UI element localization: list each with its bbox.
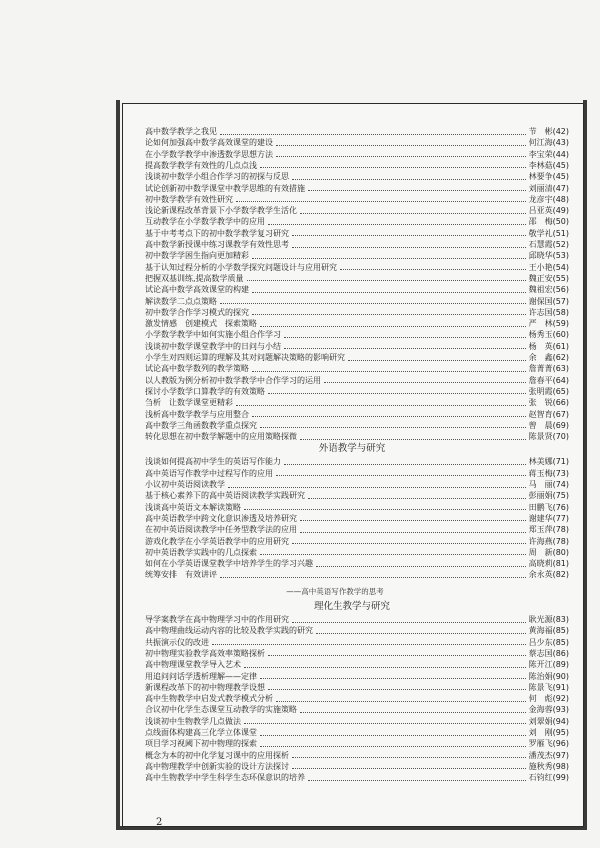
dot-leader: [244, 718, 526, 724]
entry-author: 余 鑫: [528, 353, 553, 362]
entry-page: (77): [552, 513, 569, 523]
dot-leader: [236, 400, 526, 406]
entry-page: (99): [552, 773, 569, 783]
entry-page: (86): [552, 648, 569, 658]
entry-page: (62): [552, 353, 569, 362]
entry-author: 陈景飞: [528, 682, 553, 692]
entry-page: (56): [552, 285, 569, 295]
toc-entry: [145, 228, 569, 239]
entry-title: 提高数学教学有效性的几点点浅: [145, 160, 257, 170]
dot-leader: [292, 242, 526, 248]
entry-author: 刘 刚: [528, 728, 553, 737]
dot-leader: [316, 628, 526, 634]
entry-page: (42): [552, 127, 569, 136]
entry-page: (55): [552, 273, 569, 283]
entry-title: 高中生物教学中学生科学生态环保意识的培养: [145, 773, 305, 783]
dot-leader: [300, 434, 526, 440]
entry-page: (90): [552, 671, 569, 681]
dot-leader: [292, 230, 526, 236]
entry-page: (59): [552, 319, 569, 329]
entry-author: 金海蓉: [528, 705, 553, 715]
entry-page: (85): [552, 637, 569, 647]
entry-page: (92): [552, 694, 569, 704]
entry-page: (52): [552, 240, 569, 249]
toc-entry: [145, 479, 569, 490]
entry-author: 蔡志国: [528, 648, 553, 658]
entry-title: 浅论新课程改革背景下小学数学教学生活化: [145, 206, 297, 216]
toc-entry: [145, 468, 569, 479]
toc-entry: [145, 659, 569, 670]
entry-page: (67): [552, 409, 569, 419]
entry-page: (73): [552, 468, 569, 478]
toc-entry: [145, 149, 569, 160]
entry-author: 何江海: [528, 138, 553, 148]
entry-page: (83): [552, 615, 569, 624]
entry-author: 耿光源: [528, 615, 553, 624]
entry-title: 合议初中化学生态课堂互动教学的实施策略: [145, 705, 297, 715]
entry-title: 高中英语写作教学中过程写作的应用: [145, 468, 273, 478]
entry-author: 施秋秀: [528, 761, 553, 771]
entry-title: 基于核心素养下的高中英语阅读教学实践研究: [145, 491, 305, 501]
entry-page: (51): [552, 228, 569, 238]
entry-title: 基于中考考点下的初中数学教学复习研究: [145, 228, 289, 238]
entry-title: 小学数学教学中如何实施小组合作学习: [145, 330, 281, 340]
dot-leader: [268, 650, 526, 656]
toc-entry: [145, 671, 569, 682]
toc-entry: [145, 341, 569, 352]
toc-entry: [145, 183, 569, 194]
entry-page: (82): [552, 570, 569, 580]
dot-leader: [220, 129, 526, 135]
entry-title: 高中物理教学中创新实验的设计方法探讨: [145, 761, 289, 771]
entry-author: 詹菁菁: [528, 364, 553, 374]
dot-leader: [260, 321, 526, 327]
section-note: ——高中英语写作教学的思考: [286, 587, 384, 596]
entry-author: 何 彪: [528, 694, 553, 704]
entry-page: (63): [552, 364, 569, 374]
dot-leader: [252, 287, 526, 293]
toc-entry: [145, 216, 569, 227]
dot-leader: [276, 696, 526, 702]
entry-title: 浅析高中数学教学与应用整合: [145, 409, 249, 419]
frame-shadow-left: [116, 100, 120, 830]
toc-entry: [145, 160, 569, 171]
entry-title: 高中物理曲线运动内容的比较及教学实践的研究: [145, 626, 313, 636]
dot-leader: [252, 366, 526, 372]
entry-title: 探讨小学数学口算教学的有效策略: [145, 386, 265, 396]
entry-page: (85): [552, 626, 569, 636]
dot-leader: [276, 151, 526, 157]
entry-page: (65): [552, 386, 569, 396]
toc-entry: [145, 375, 569, 386]
toc-entry: [145, 318, 569, 329]
entry-page: (47): [552, 183, 569, 193]
entry-page: (70): [552, 432, 569, 442]
toc-entry: [145, 614, 569, 625]
entry-page: (61): [552, 341, 569, 351]
dot-leader: [284, 343, 526, 349]
entry-title: 浅谈如何提高初中学生的英语写作能力: [145, 457, 281, 467]
entry-title: 初中数学学困生指向更加精彩: [145, 251, 249, 261]
entry-page: (89): [552, 660, 569, 670]
toc-entry: [145, 329, 569, 340]
entry-title: 论如何加强高中数学高效课堂的建设: [145, 138, 273, 148]
entry-title: 共振演示仪的改进: [145, 637, 209, 647]
entry-page: (64): [552, 375, 569, 385]
entry-title: 转化思想在初中数学解题中的应用策略探微: [145, 432, 297, 442]
entry-page: (57): [552, 296, 569, 306]
dot-leader: [300, 208, 526, 214]
toc-entry: [145, 648, 569, 659]
toc-entry: [145, 738, 569, 749]
entry-author: 蒋玉梅: [528, 468, 553, 478]
toc-entry: [145, 772, 569, 783]
entry-title: 初中数学合作学习模式的探究: [145, 307, 249, 317]
entry-title: 高中数学教学之我见: [145, 127, 217, 136]
entry-title: 解读数学二点点策略: [145, 296, 217, 306]
entry-page: (44): [552, 149, 569, 159]
entry-title: 浅谈高中英语文本解读策略: [145, 502, 241, 512]
entry-author: 吕少东: [528, 637, 553, 647]
entry-page: (45): [552, 160, 569, 170]
entry-title: 游戏化教学在小学英语教学中的应用研究: [145, 536, 289, 546]
entry-page: (96): [552, 739, 569, 749]
toc-entry: [145, 205, 569, 216]
entry-author: 刘翠娟: [528, 716, 553, 726]
entry-page: (50): [552, 217, 569, 227]
entry-title: 小议初中英语阅读教学: [145, 480, 225, 489]
dot-leader: [268, 388, 526, 394]
entry-page: (98): [552, 761, 569, 771]
entry-title: 用追问问话学透析理解——定律: [145, 671, 257, 681]
entry-title: 如何在小学英语课堂教学中培养学生的学习兴趣: [145, 559, 313, 569]
entry-title: 试论创新初中数学课堂中教学思维的有效措施: [145, 183, 305, 193]
dot-leader: [292, 174, 526, 180]
entry-title: 浅谈初中生物教学几点做法: [145, 716, 241, 726]
dot-leader: [348, 355, 526, 361]
entry-author: 彭丽娟: [528, 491, 553, 501]
toc-entry: [145, 352, 569, 363]
dot-leader: [244, 504, 526, 510]
toc-entry: [145, 558, 569, 569]
dot-leader: [236, 196, 526, 202]
entry-page: (76): [552, 502, 569, 512]
entry-author: 罗雁飞: [528, 739, 553, 749]
dot-leader: [268, 219, 526, 225]
entry-title: 初中数学教学有效性研究: [145, 194, 233, 204]
toc-entry: [145, 490, 569, 501]
entry-page: (81): [552, 559, 569, 569]
entry-title: 把握双基训练,提高数学质量: [145, 273, 244, 283]
dot-leader: [308, 493, 526, 499]
toc-entry: [145, 524, 569, 535]
entry-page: (53): [552, 251, 569, 261]
toc-entry: [145, 569, 569, 580]
dot-leader: [260, 162, 526, 168]
entry-page: (49): [552, 206, 569, 216]
dot-leader: [212, 639, 526, 645]
entry-title: 浅谈初中数学小组合作学习的初探与反思: [145, 172, 289, 182]
entry-author: 李林菇: [528, 160, 553, 170]
entry-title: 初中英语教学实践中的几点探索: [145, 547, 257, 557]
dot-leader: [292, 617, 526, 623]
entry-page: (94): [552, 716, 569, 726]
entry-author: 石慧霞: [528, 240, 553, 249]
entry-title: 高中物理课堂教学导入艺术: [145, 660, 241, 670]
dot-leader: [300, 707, 526, 713]
toc-entry: [145, 307, 569, 318]
dot-leader: [284, 459, 526, 465]
dot-leader: [260, 741, 526, 747]
toc-entry: [145, 682, 569, 693]
dot-leader: [292, 538, 526, 544]
toc-entry: [145, 637, 569, 648]
dot-leader: [252, 309, 526, 315]
dot-leader: [252, 253, 526, 259]
toc-entry: [145, 126, 569, 137]
dot-leader: [260, 730, 526, 736]
toc-entry: [145, 194, 569, 205]
entry-author: 林要争: [528, 172, 553, 182]
dot-leader: [276, 470, 526, 476]
entry-title: 基于认知过程分析的小学数学探究问题设计与应用研究: [145, 262, 337, 272]
entry-author: 马 丽: [528, 480, 553, 489]
entry-title: 高中数学新授课中练习课教学有效性思考: [145, 240, 289, 249]
entry-author: 曾 晨: [528, 420, 553, 430]
entry-author: 高晓莉: [528, 559, 553, 569]
entry-author: 吕亚英: [528, 206, 553, 216]
entry-title: 小学生对四则运算的理解及其对问题解决策略的影响研究: [145, 353, 345, 362]
entry-author: 潘茂杰: [528, 750, 553, 760]
entry-page: (78): [552, 536, 569, 546]
entry-page: (78): [552, 525, 569, 535]
dot-leader: [308, 775, 526, 781]
toc-entry: [145, 284, 569, 295]
entry-author: 林美娜: [528, 457, 553, 467]
entry-author: 田鹏飞: [528, 502, 553, 512]
entry-title: 刍析 让数学课堂更精彩: [145, 398, 233, 408]
toc-entry: [145, 513, 569, 524]
entry-page: (54): [552, 262, 569, 272]
entry-page: (45): [552, 172, 569, 182]
toc-entry: [145, 171, 569, 182]
entry-page: (80): [552, 547, 569, 557]
toc-entry: [145, 625, 569, 636]
entry-author: 黄海福: [528, 626, 553, 636]
entry-author: 邵 梅: [528, 217, 553, 227]
toc-entry: [145, 420, 569, 431]
entry-title: 导学案教学在高中物理学习中的作用研究: [145, 615, 289, 624]
entry-author: 余永英: [528, 570, 553, 580]
entry-author: 陈治娟: [528, 671, 553, 681]
entry-author: 李宝荣: [528, 149, 553, 159]
entry-author: 周 新: [528, 547, 553, 557]
entry-page: (60): [552, 330, 569, 340]
entry-author: 石钧红: [528, 773, 553, 783]
entry-page: (58): [552, 307, 569, 317]
entry-title: 激发情感 创建模式 探索策略: [145, 319, 257, 329]
toc-entry: [145, 431, 569, 442]
entry-author: 赵智育: [528, 409, 553, 419]
dot-leader: [252, 411, 526, 417]
entry-title: 点线面体构建高三化学立体课堂: [145, 728, 257, 737]
dot-leader: [260, 422, 526, 428]
entry-author: 龙彦宇: [528, 194, 553, 204]
entry-author: 谢保国: [528, 296, 553, 306]
entry-page: (95): [552, 728, 569, 737]
entry-author: 陈景贤: [528, 432, 553, 442]
entry-title: 试论高中数学高效课堂的构建: [145, 285, 249, 295]
entry-author: 严 林: [528, 319, 553, 329]
toc-entry: [145, 409, 569, 420]
toc-entry: [145, 693, 569, 704]
dot-leader: [228, 482, 526, 488]
entry-author: 节 彬: [528, 127, 553, 136]
entry-title: 以人教版为例分析初中数学教学中合作学习的运用: [145, 375, 321, 385]
toc-entry: [145, 386, 569, 397]
dot-leader: [292, 752, 526, 758]
entry-author: 陈开江: [528, 660, 553, 670]
entry-author: 张明霞: [528, 386, 553, 396]
entry-page: (91): [552, 682, 569, 692]
toc-entry: [145, 273, 569, 284]
entry-author: 王小艳: [528, 262, 553, 272]
dot-leader: [247, 275, 526, 281]
dot-leader: [276, 140, 526, 146]
entry-title: 统筹安排 有效讲评: [145, 570, 217, 580]
dot-leader: [292, 763, 526, 769]
entry-title: 项目学习视阈下初中物理的探索: [145, 739, 257, 749]
dot-leader: [340, 264, 526, 270]
toc-entry: [145, 502, 569, 513]
toc-entry: [145, 456, 569, 467]
toc-entry: [145, 137, 569, 148]
entry-page: (97): [552, 750, 569, 760]
toc-entry: [145, 716, 569, 727]
toc-entry: [145, 262, 569, 273]
entry-author: 张 锐: [528, 398, 553, 408]
dot-leader: [220, 298, 526, 304]
dot-leader: [316, 561, 526, 567]
section-heading: 外语教学与研究: [318, 443, 386, 455]
toc-entry: [145, 296, 569, 307]
page-number: 2: [156, 817, 163, 828]
section-heading: 理化生教学与研究: [313, 601, 390, 612]
dot-leader: [260, 673, 526, 679]
toc-entry: [145, 750, 569, 761]
dot-leader: [220, 572, 526, 578]
toc-entry: [145, 704, 569, 715]
entry-author: 魏祖宏: [528, 285, 553, 295]
dot-leader: [268, 684, 526, 690]
entry-page: (71): [552, 457, 569, 467]
entry-title: 新课程改革下的初中物理教学设想: [145, 682, 265, 692]
dot-leader: [260, 549, 526, 555]
entry-page: (74): [552, 480, 569, 489]
entry-author: 詹春平: [528, 375, 553, 385]
toc-entry: [145, 536, 569, 547]
dot-leader: [324, 377, 526, 383]
entry-page: (75): [552, 491, 569, 501]
entry-title: 概念为本的初中化学复习课中的应用探析: [145, 750, 289, 760]
entry-title: 初中物理实验教学高效率策略探析: [145, 648, 265, 658]
entry-page: (69): [552, 420, 569, 430]
entry-page: (43): [552, 138, 569, 148]
toc-entry: [145, 363, 569, 374]
entry-author: 魏正安: [528, 273, 553, 283]
entry-author: 许海燕: [528, 536, 553, 546]
toc-entry: [145, 397, 569, 408]
entry-author: 谢建华: [528, 513, 553, 523]
entry-author: 邱晓华: [528, 251, 553, 261]
entry-title: 高中数学三角函数教学重点探究: [145, 420, 257, 430]
entry-title: 在小学数学教学中渗透数学思想方法: [145, 149, 273, 159]
dot-leader: [300, 515, 526, 521]
entry-title: 浅谈初中数学课堂教学中的日问与小结: [145, 341, 281, 351]
entry-author: 敬学礼: [528, 228, 553, 238]
entry-title: 互动教学在小学数学教学中的应用: [145, 217, 265, 227]
dot-leader: [300, 527, 526, 533]
toc-entry: [145, 239, 569, 250]
entry-author: 许志国: [528, 307, 553, 317]
entry-author: 刘丽清: [528, 183, 553, 193]
entry-page: (48): [552, 194, 569, 204]
entry-title: 试论高中数学数列的教学策略: [145, 364, 249, 374]
dot-leader: [244, 662, 526, 668]
entry-page: (66): [552, 398, 569, 408]
dot-leader: [308, 185, 526, 191]
toc-entry: [145, 727, 569, 738]
entry-author: 杨秀玉: [528, 330, 553, 340]
entry-title: 在初中英语阅读教学中任务型教学法的应用: [145, 525, 297, 535]
entry-title: 高中英语教学中跨文化意识渗透及培养研究: [145, 513, 297, 523]
dot-leader: [284, 332, 526, 338]
toc-entry: [145, 547, 569, 558]
toc-entry: [145, 250, 569, 261]
toc-entry: [145, 761, 569, 772]
entry-title: 高中生物教学中启发式教学模式分析: [145, 694, 273, 704]
entry-author: 郑玉萍: [528, 525, 553, 535]
entry-page: (93): [552, 705, 569, 715]
entry-author: 杨 英: [528, 341, 553, 351]
